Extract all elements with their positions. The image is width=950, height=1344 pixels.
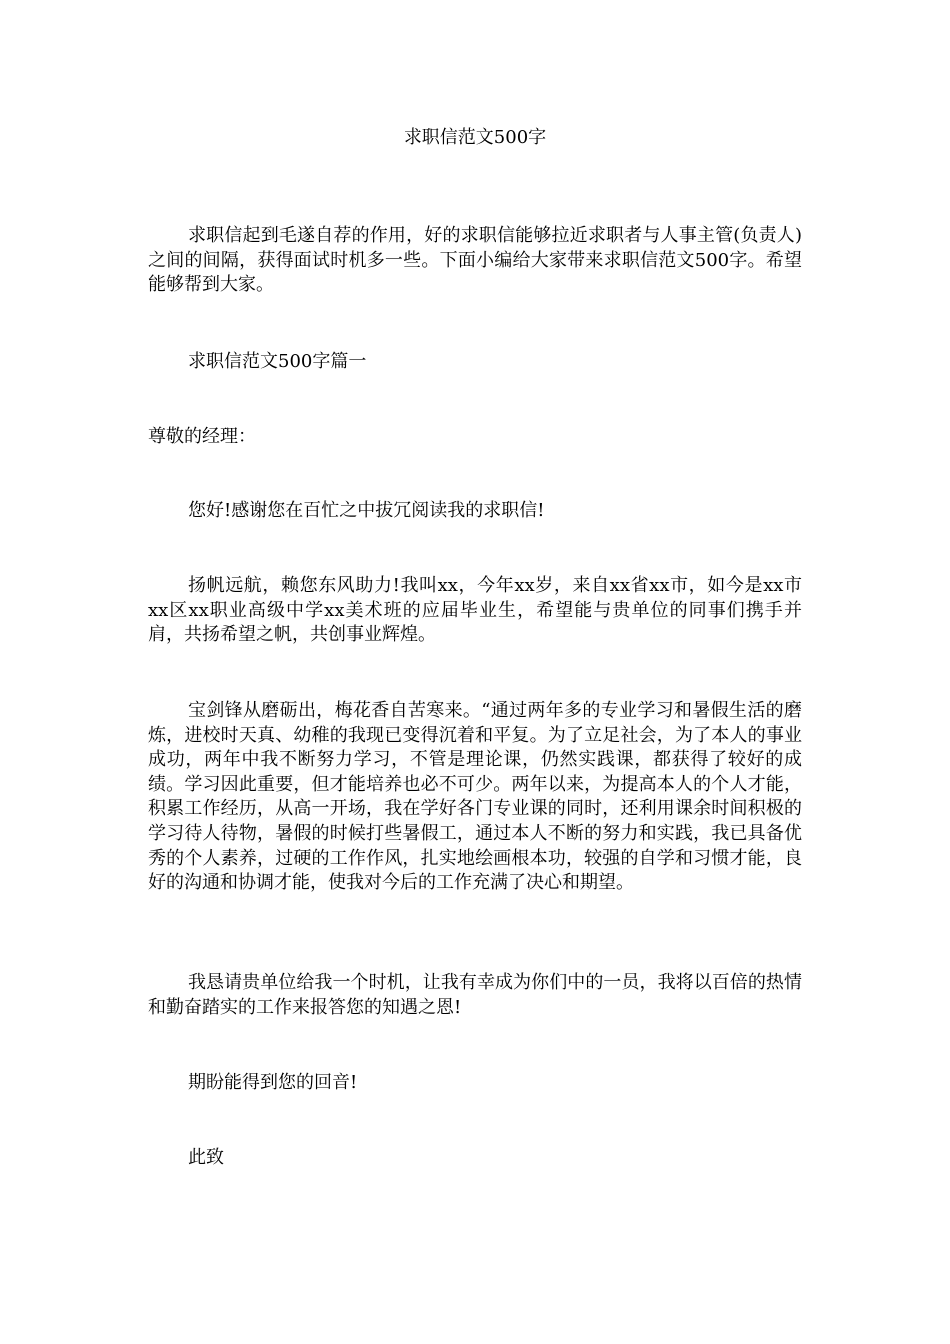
document-title: 求职信范文500字 [403, 127, 547, 148]
intro-paragraph: 求职信起到毛遂自荐的作用，好的求职信能够拉近求职者与人事主管(负责人)之间的间隔，获得面试时机多一些。下面小编给大家带来求职信范文500字。希望能够帮到大家。 [148, 225, 802, 296]
section-heading: 求职信范文500字篇一 [188, 351, 367, 372]
request-paragraph: 我恳请贵单位给我一个时机，让我有幸成为你们中的一员，我将以百倍的热情和勤奋踏实的工作来报答您的知遇之恩! [148, 972, 802, 1018]
experience-paragraph: 宝剑锋从磨砺出，梅花香自苦寒来。“通过两年多的专业学习和暑假生活的磨炼，进校时天真、幼稚的我现已变得沉着和平复。为了立足社会，为了本人的事业成功，两年中我不断努力学习，不管是理论课，仍然实践课，都获得了较好的成绩。学习因此重要，但才能培养也必不可少。两年以来，为提高本人的个人才能，积累工作经历，从高一开场，我在学好各门专业课的同时，还利用课余时间积极的学习待人待物，暑假的时候打些暑假工，通过本人不断的努力和实践，我已具备优秀的个人素养，过硬的工作作风，扎实地绘画根本功，较强的自学和习惯才能，良好的沟通和协调才能，使我对今后的工作充满了决心和期望。 [148, 700, 802, 894]
self-intro-paragraph: 扬帆远航，赖您东风助力!我叫xx，今年xx岁，来自xx省xx市，如今是xx市xx区xx职业高级中学xx美术班的应届毕业生，希望能与贵单位的同事们携手并肩，共扬希望之帆，共创事业辉煌。 [148, 575, 802, 646]
closing-hope: 期盼能得到您的回音! [188, 1072, 358, 1093]
closing-regards: 此致 [188, 1147, 224, 1168]
salutation: 尊敬的经理： [148, 426, 256, 447]
greeting-paragraph: 您好!感谢您在百忙之中拔冗阅读我的求职信! [188, 500, 545, 521]
